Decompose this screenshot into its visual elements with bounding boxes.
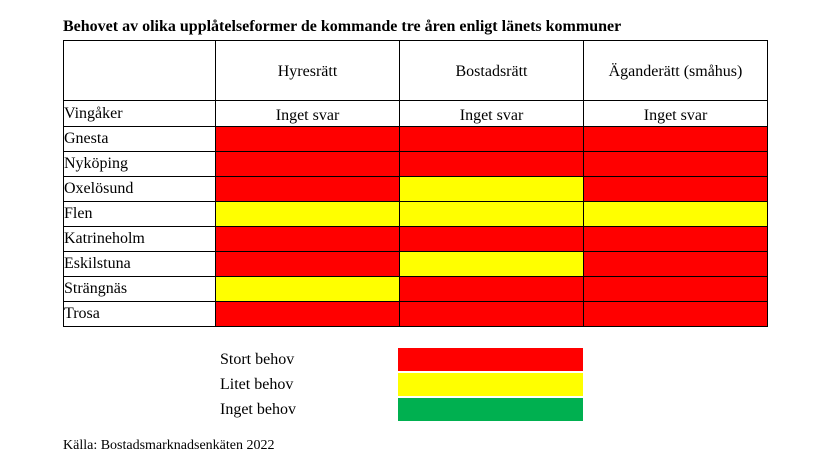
table-body [64,101,768,327]
need-cell [216,152,400,177]
need-cell [584,277,768,302]
legend-swatch-litet [398,373,583,396]
need-cell [216,127,400,152]
column-header-hyresratt: Hyresrätt [216,41,400,101]
need-cell [584,152,768,177]
cell-no-answer: Inget svar [400,101,584,127]
need-cell [400,227,584,252]
need-cell [584,177,768,202]
need-cell [216,202,400,227]
row-label: Nyköping [64,152,216,177]
need-cell [216,277,400,302]
row-label: Flen [64,202,216,227]
need-cell [584,127,768,152]
header-corner [64,41,216,101]
legend-label-stort: Stort behov [220,351,295,368]
cell-no-answer: Inget svar [216,101,400,127]
need-cell [584,252,768,277]
need-cell [216,252,400,277]
legend-swatch-inget [398,398,583,421]
need-cell [400,302,584,327]
legend-label-litet: Litet behov [220,376,294,393]
table-row [64,202,768,227]
need-cell [400,177,584,202]
need-cell [584,202,768,227]
table-row [64,152,768,177]
need-matrix-table [63,40,768,327]
row-label: Oxelösund [64,177,216,202]
table-row [64,101,768,127]
cell-no-answer: Inget svar [584,101,768,127]
column-header-bostadsratt: Bostadsrätt [400,41,584,101]
table-row [64,177,768,202]
chart-title: Behovet av olika upplåtelseformer de kommande tre åren enligt länets kommuner [63,18,622,35]
need-cell [400,202,584,227]
need-cell [400,127,584,152]
row-label: Trosa [64,302,216,327]
table-row [64,302,768,327]
legend-label-inget: Inget behov [220,401,296,418]
table-row [64,277,768,302]
row-label: Strängnäs [64,277,216,302]
table-row [64,127,768,152]
need-cell [400,152,584,177]
need-cell [584,302,768,327]
row-label: Eskilstuna [64,252,216,277]
need-cell [400,252,584,277]
row-label: Katrineholm [64,227,216,252]
need-cell [584,227,768,252]
need-cell [400,277,584,302]
table-row [64,227,768,252]
need-cell [216,177,400,202]
header-row [64,41,768,101]
need-cell [216,302,400,327]
column-header-aganderatt: Äganderätt (småhus) [584,41,768,101]
source-note: Källa: Bostadsmarknadsenkäten 2022 [63,438,275,453]
need-cell [216,227,400,252]
legend-swatch-stort [398,348,583,371]
table-row [64,252,768,277]
row-label: Vingåker [64,101,216,127]
row-label: Gnesta [64,127,216,152]
